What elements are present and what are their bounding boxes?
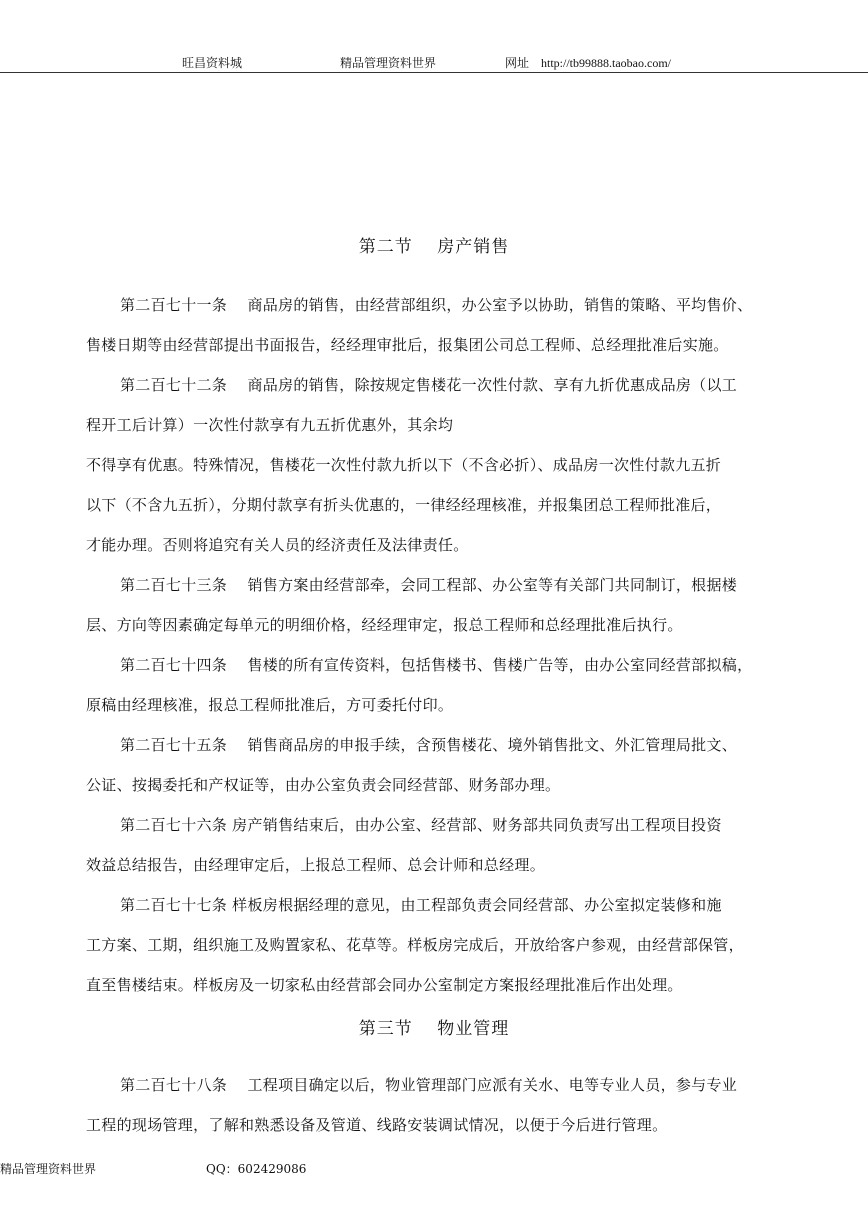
paragraph-line: 第二百七十一条 商品房的销售，由经营部组织，办公室予以协助，销售的策略、平均售价、 [120,296,753,314]
paragraph-line: 层、方向等因素确定每单元的明细价格，经经理审定，报总工程师和总经理批准后执行。 [86,616,683,634]
paragraph-line: 第二百七十四条 售楼的所有宣传资料，包括售楼书、售楼广告等，由办公室同经营部拟稿， [120,656,753,674]
paragraph-line: 第二百七十三条 销售方案由经营部牵，会同工程部、办公室等有关部门共同制订，根据楼 [120,576,738,594]
header-url-label: 网址 [505,56,530,70]
paragraph-line: 直至售楼结束。样板房及一切家私由经营部会同办公室制定方案报经理批准后作出处理。 [86,976,683,994]
paragraph-line: 不得享有优惠。特殊情况，售楼花一次性付款九折以下（不含必折）、成品房一次性付款九五折 [86,456,722,474]
paragraph-line: 第二百七十八条 工程项目确定以后，物业管理部门应派有关水、电等专业人员，参与专业 [120,1076,738,1094]
paragraph-line: 原稿由经理核准，报总工程师批准后，方可委托付印。 [86,696,454,714]
paragraph-line: 售楼日期等由经营部提出书面报告，经经理审批后，报集团公司总工程师、总经理批准后实施。 [86,336,729,354]
footer-tagline: 精品管理资料世界 [0,1162,97,1176]
header-url-group [505,54,671,71]
paragraph-line: 第二百七十五条 销售商品房的申报手续，含预售楼花、境外销售批文、外汇管理局批文、 [120,736,738,754]
paragraph-line: 第二百七十六条 房产销售结束后，由办公室、经营部、财务部共同负责写出工程项目投资 [120,816,722,834]
paragraph-line: 以下（不含九五折），分期付款享有折头优惠的，一律经经理核准，并报集团总工程师批准后， [86,496,722,514]
section-title-property-management: 第三节 物业管理 [358,1019,510,1039]
header-tagline: 精品管理资料世界 [340,56,437,70]
paragraph-line: 才能办理。否则将追究有关人员的经济责任及法律责任。 [86,536,469,554]
header-url-link[interactable]: http://tb99888.taobao.com/ [541,56,671,70]
header-divider [0,72,868,73]
paragraph-line: 程开工后计算）一次性付款享有九五折优惠外，其余均 [86,416,454,434]
paragraph-line: 工方案、工期，组织施工及购置家私、花草等。样板房完成后，开放给客户参观，由经营部保管， [86,936,744,954]
paragraph-line: 效益总结报告，由经理审定后，上报总工程师、总会计师和总经理。 [86,856,546,874]
header-site-name: 旺昌资料城 [182,56,243,70]
paragraph-line: 工程的现场管理，了解和熟悉设备及管道、线路安装调试情况，以便于今后进行管理。 [86,1116,668,1134]
paragraph-line: 第二百七十二条 商品房的销售，除按规定售楼花一次性付款、享有九折优惠成品房（以工 [120,376,738,394]
page-header [0,52,868,72]
footer-qq: QQ：602429086 [206,1162,307,1176]
section-title-sales: 第二节 房产销售 [358,237,510,257]
paragraph-line: 公证、按揭委托和产权证等，由办公室负责会同经营部、财务部办理。 [86,776,561,794]
paragraph-line: 第二百七十七条 样板房根据经理的意见，由工程部负责会同经营部、办公室拟定装修和施 [120,896,722,914]
